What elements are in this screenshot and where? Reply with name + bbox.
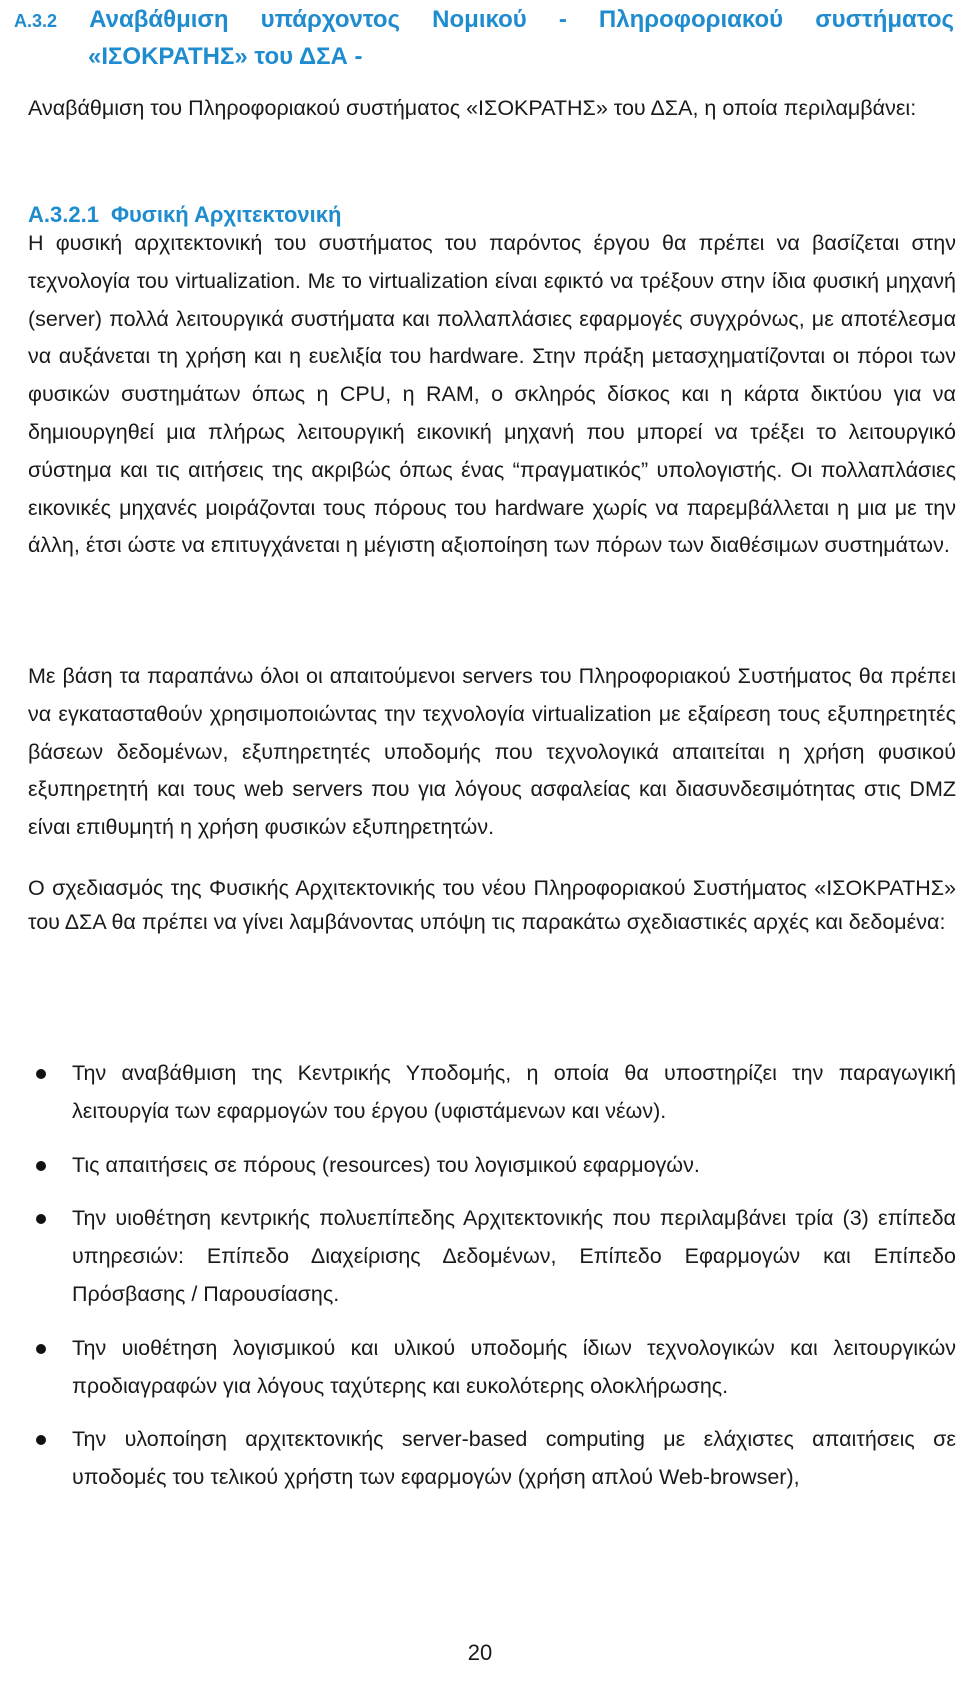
paragraph-servers: Με βάση τα παραπάνω όλοι οι απαιτούμενοι servers του Πληροφοριακού Συστήματος θα πρέπει να εγκατασταθούν χρησιμοποιώντας την τεχνολογία virtualization με εξαίρεση τους εξυπηρετητές βάσεων δεδομένων, εξυπηρετητές υποδομής που τεχνολογικά απαιτείται η χρήση φυσικού εξυπηρετητή και τους web servers που για λόγους ασφαλείας και διασυνδεσιμότητας στις DMZ είναι επιθυμητή η χρήση φυσικών εξυπηρετητών. <box>28 664 956 840</box>
list-item-text: Την υιοθέτηση κεντρικής πολυεπίπεδης Αρχιτεκτονικής που περιλαμβάνει τρία (3) επίπεδα υπηρεσιών: Επίπεδο Διαχείρισης Δεδομένων, Επίπεδο Εφαρμογών και Επίπεδο Πρόσβασης / Παρουσίασης. <box>72 1206 956 1306</box>
list-item-text: Την υιοθέτηση λογισμικού και υλικού υποδομής ίδιων τεχνολογικών και λειτουργικών προδιαγραφών για λόγους ταχύτερης και ευκολότερης ολοκλήρωσης. <box>72 1335 956 1398</box>
bullet-icon <box>36 1344 46 1354</box>
bullet-icon <box>36 1161 46 1171</box>
paragraph-virtualization: Η φυσική αρχιτεκτονική του συστήματος του παρόντος έργου θα πρέπει να βασίζεται στην τεχνολογία του virtualization. Με το virtualization είναι εφικτό να τρέξουν στην ίδια φυσική μηχανή (server) πολλά λειτουργικά συστήματα και πολλαπλάσιες εφαρμογές συγχρόνως, με αποτέλεσμα να αυξάνεται τη χρήση και η ευελιξία του hardware. Στην πράξη μετασχηματίζονται οι πόροι των φυσικών συστημάτων όπως η CPU, η RAM, ο σκληρός δίσκος και η κάρτα δικτύου για να δημιουργηθεί μια πλήρως λειτουργική εικονική μηχανή που μπορεί να τρέξει το λειτουργικό σύστημα και τις αιτήσεις της ακριβώς όπως ένας “πραγματικός” υπολογιστής. Οι πολλαπλάσιες εικονικές μηχανές μοιράζονται τους πόρους του hardware χωρίς να παρεμβάλλεται η μια με την άλλη, έτσι ώστε να επιτυγχάνεται η μέγιστη αξιοποίηση των πόρων των διαθέσιμων συστημάτων. <box>28 231 956 558</box>
section-number: A.3.2 <box>14 11 58 31</box>
list-item <box>28 1200 956 1313</box>
list-item-text: Την αναβάθμιση της Κεντρικής Υποδομής, η οποία θα υποστηρίζει την παραγωγική λειτουργία των εφαρμογών του έργου (υφιστάμενων και νέων). <box>72 1061 956 1123</box>
section-title-line-2: «ΙΣΟΚΡΑΤΗΣ» του ΔΣΑ - <box>88 43 363 70</box>
section-heading <box>4 2 954 75</box>
design-principles-list <box>28 1055 956 1513</box>
list-item-text: Την υλοποίηση αρχιτεκτονικής server-based computing με ελάχιστες απαιτήσεις σε υποδομές του τελικού χρήστη των εφαρμογών (χρήση απλού Web-browser), <box>72 1427 956 1490</box>
list-item <box>28 1147 956 1185</box>
list-item <box>28 1055 956 1131</box>
subsection-title: Φυσική Αρχιτεκτονική <box>110 202 342 227</box>
bullet-icon <box>36 1435 46 1445</box>
paragraph-design-principles: Ο σχεδιασμός της Φυσικής Αρχιτεκτονικής του νέου Πληροφοριακού Συστήματος «ΙΣΟΚΡΑΤΗΣ» του ΔΣΑ θα πρέπει να γίνει λαμβάνοντας υπόψη τις παρακάτω σχεδιαστικές αρχές και δεδομένα: <box>28 876 956 934</box>
bullet-icon <box>36 1214 46 1224</box>
intro-paragraph: Αναβάθμιση του Πληροφοριακού συστήματος «ΙΣΟΚΡΑΤΗΣ» του ΔΣΑ, η οποία περιλαμβάνει: <box>28 96 917 120</box>
section-heading-line-1 <box>4 2 954 39</box>
bullet-icon <box>36 1069 46 1079</box>
page-number: 20 <box>467 1640 493 1665</box>
list-item <box>28 1421 956 1497</box>
section-title: Αναβάθμιση υπάρχοντος Νομικού - Πληροφοριακού συστήματος <box>89 6 954 33</box>
list-item-text: Τις απαιτήσεις σε πόρους (resources) του λογισμικού εφαρμογών. <box>72 1152 700 1177</box>
subsection-number: A.3.2.1 <box>28 202 99 227</box>
list-item <box>28 1330 956 1406</box>
